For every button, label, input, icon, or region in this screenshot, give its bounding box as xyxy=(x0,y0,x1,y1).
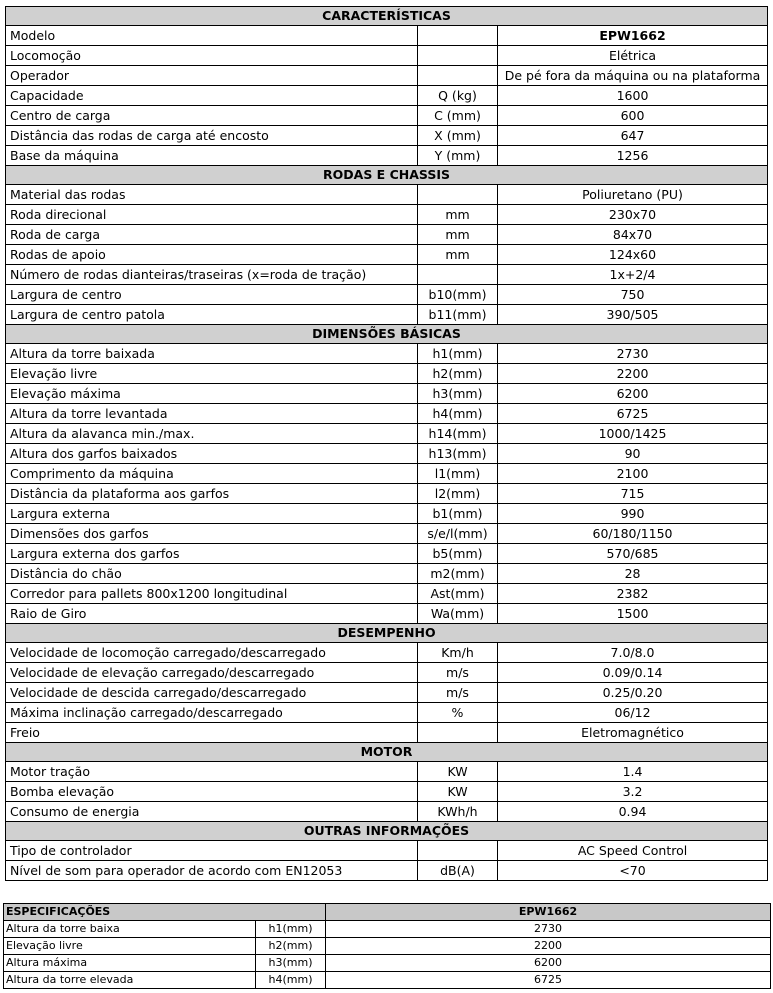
spec-value: 1x+2/4 xyxy=(498,265,768,285)
spec-value: 715 xyxy=(498,484,768,504)
spec-label: Altura da torre baixada xyxy=(6,344,418,364)
section-title: CARACTERÍSTICAS xyxy=(6,7,768,26)
spec-value: 6725 xyxy=(498,404,768,424)
spec-label: Altura da alavanca min./max. xyxy=(6,424,418,444)
spec-value: 1000/1425 xyxy=(498,424,768,444)
spec-value: 647 xyxy=(498,126,768,146)
spec-label: Locomoção xyxy=(6,46,418,66)
summary-value: 6725 xyxy=(326,972,771,989)
summary-header-label: ESPECIFICAÇÕES xyxy=(4,904,326,921)
spec-value: 28 xyxy=(498,564,768,584)
spec-row xyxy=(6,464,768,484)
spec-label: Número de rodas dianteiras/traseiras (x=roda de tração) xyxy=(6,265,418,285)
spec-unit xyxy=(418,185,498,205)
spec-label: Elevação livre xyxy=(6,364,418,384)
section-header-row xyxy=(6,624,768,643)
spec-value: 124x60 xyxy=(498,245,768,265)
spec-label: Distância da plataforma aos garfos xyxy=(6,484,418,504)
spec-unit: KWh/h xyxy=(418,802,498,822)
summary-unit: h4(mm) xyxy=(256,972,326,989)
spec-value: AC Speed Control xyxy=(498,841,768,861)
spec-row xyxy=(6,782,768,802)
section-title: OUTRAS INFORMAÇÕES xyxy=(6,822,768,841)
spec-label: Operador xyxy=(6,66,418,86)
spec-value: Poliuretano (PU) xyxy=(498,185,768,205)
spec-value: <70 xyxy=(498,861,768,881)
section-title: MOTOR xyxy=(6,743,768,762)
spec-row xyxy=(6,504,768,524)
spec-row xyxy=(6,384,768,404)
spec-value: 570/685 xyxy=(498,544,768,564)
spec-value: 2100 xyxy=(498,464,768,484)
spec-label: Largura externa dos garfos xyxy=(6,544,418,564)
spec-label: Raio de Giro xyxy=(6,604,418,624)
spec-value: 2382 xyxy=(498,584,768,604)
spec-value: 230x70 xyxy=(498,205,768,225)
spec-row xyxy=(6,185,768,205)
spec-label: Centro de carga xyxy=(6,106,418,126)
spec-unit: s/e/l(mm) xyxy=(418,524,498,544)
spec-unit: X (mm) xyxy=(418,126,498,146)
spec-label: Roda de carga xyxy=(6,225,418,245)
summary-header-value: EPW1662 xyxy=(326,904,771,921)
summary-row xyxy=(4,938,771,955)
spec-value: 0.94 xyxy=(498,802,768,822)
spec-row xyxy=(6,285,768,305)
summary-label: Altura máxima xyxy=(4,955,256,972)
spec-value: 2200 xyxy=(498,364,768,384)
spec-row xyxy=(6,205,768,225)
spec-unit xyxy=(418,46,498,66)
spec-row xyxy=(6,126,768,146)
summary-row xyxy=(4,955,771,972)
spec-row xyxy=(6,86,768,106)
spec-unit: b10(mm) xyxy=(418,285,498,305)
spec-value: 6200 xyxy=(498,384,768,404)
spec-unit: m2(mm) xyxy=(418,564,498,584)
spec-row xyxy=(6,245,768,265)
spec-label: Consumo de energia xyxy=(6,802,418,822)
summary-label: Altura da torre elevada xyxy=(4,972,256,989)
spec-row xyxy=(6,861,768,881)
spec-row xyxy=(6,146,768,166)
summary-unit: h2(mm) xyxy=(256,938,326,955)
summary-label: Elevação livre xyxy=(4,938,256,955)
spec-unit: mm xyxy=(418,245,498,265)
spec-row xyxy=(6,663,768,683)
section-header-row xyxy=(6,7,768,26)
spec-label: Largura de centro patola xyxy=(6,305,418,325)
spec-unit: b1(mm) xyxy=(418,504,498,524)
spec-row xyxy=(6,26,768,46)
spec-value: 990 xyxy=(498,504,768,524)
spec-unit: C (mm) xyxy=(418,106,498,126)
spec-row xyxy=(6,841,768,861)
spec-label: Modelo xyxy=(6,26,418,46)
spec-label: Comprimento da máquina xyxy=(6,464,418,484)
spec-row xyxy=(6,723,768,743)
spec-row xyxy=(6,643,768,663)
spec-row xyxy=(6,802,768,822)
spec-unit: h3(mm) xyxy=(418,384,498,404)
spec-value: 0.09/0.14 xyxy=(498,663,768,683)
spec-unit: h14(mm) xyxy=(418,424,498,444)
spec-value: 7.0/8.0 xyxy=(498,643,768,663)
spec-unit: Ast(mm) xyxy=(418,584,498,604)
summary-unit: h3(mm) xyxy=(256,955,326,972)
spec-row xyxy=(6,564,768,584)
section-header-row xyxy=(6,325,768,344)
spec-row xyxy=(6,265,768,285)
spec-value: De pé fora da máquina ou na plataforma xyxy=(498,66,768,86)
spec-value: 390/505 xyxy=(498,305,768,325)
spec-label: Corredor para pallets 800x1200 longitudinal xyxy=(6,584,418,604)
spec-row xyxy=(6,544,768,564)
spec-row xyxy=(6,344,768,364)
spec-row xyxy=(6,46,768,66)
spec-unit: l1(mm) xyxy=(418,464,498,484)
spec-row xyxy=(6,762,768,782)
summary-header-row xyxy=(4,904,771,921)
spec-label: Freio xyxy=(6,723,418,743)
spec-label: Altura dos garfos baixados xyxy=(6,444,418,464)
spec-value: 1.4 xyxy=(498,762,768,782)
spec-value: 06/12 xyxy=(498,703,768,723)
spec-row xyxy=(6,106,768,126)
spec-unit: dB(A) xyxy=(418,861,498,881)
spec-unit: m/s xyxy=(418,663,498,683)
spec-unit: % xyxy=(418,703,498,723)
spec-label: Rodas de apoio xyxy=(6,245,418,265)
spec-value: 750 xyxy=(498,285,768,305)
spec-row xyxy=(6,584,768,604)
summary-value: 2200 xyxy=(326,938,771,955)
summary-value: 6200 xyxy=(326,955,771,972)
spec-unit: KW xyxy=(418,762,498,782)
spec-row xyxy=(6,66,768,86)
spec-row xyxy=(6,683,768,703)
spec-unit xyxy=(418,265,498,285)
spec-unit: KW xyxy=(418,782,498,802)
spec-unit xyxy=(418,66,498,86)
summary-row xyxy=(4,921,771,938)
spec-value: 600 xyxy=(498,106,768,126)
spec-label: Roda direcional xyxy=(6,205,418,225)
spec-unit: Y (mm) xyxy=(418,146,498,166)
summary-table xyxy=(3,903,771,989)
summary-table-body xyxy=(4,904,771,989)
specifications-table-body xyxy=(6,7,768,881)
spec-label: Material das rodas xyxy=(6,185,418,205)
spec-row xyxy=(6,305,768,325)
spec-row xyxy=(6,364,768,384)
spec-row xyxy=(6,703,768,723)
spec-row xyxy=(6,225,768,245)
spec-row xyxy=(6,444,768,464)
spec-label: Velocidade de descida carregado/descarregado xyxy=(6,683,418,703)
spec-unit: mm xyxy=(418,225,498,245)
section-header-row xyxy=(6,166,768,185)
spec-label: Tipo de controlador xyxy=(6,841,418,861)
spec-unit: b5(mm) xyxy=(418,544,498,564)
spec-label: Capacidade xyxy=(6,86,418,106)
spec-value: 1600 xyxy=(498,86,768,106)
section-header-row xyxy=(6,743,768,762)
spec-label: Dimensões dos garfos xyxy=(6,524,418,544)
spec-label: Distância das rodas de carga até encosto xyxy=(6,126,418,146)
spec-unit: Km/h xyxy=(418,643,498,663)
spec-value: 84x70 xyxy=(498,225,768,245)
spec-label: Bomba elevação xyxy=(6,782,418,802)
spec-value: Eletromagnético xyxy=(498,723,768,743)
spec-unit xyxy=(418,723,498,743)
spec-unit: Wa(mm) xyxy=(418,604,498,624)
spec-unit: m/s xyxy=(418,683,498,703)
spec-label: Velocidade de locomoção carregado/descarregado xyxy=(6,643,418,663)
spec-value: 90 xyxy=(498,444,768,464)
spec-value: EPW1662 xyxy=(498,26,768,46)
spec-label: Largura de centro xyxy=(6,285,418,305)
spec-row xyxy=(6,524,768,544)
spec-value: 60/180/1150 xyxy=(498,524,768,544)
summary-label: Altura da torre baixa xyxy=(4,921,256,938)
spec-value: 2730 xyxy=(498,344,768,364)
spec-unit: h13(mm) xyxy=(418,444,498,464)
spec-value: 1256 xyxy=(498,146,768,166)
spec-row xyxy=(6,604,768,624)
spec-label: Distância do chão xyxy=(6,564,418,584)
spec-unit: h1(mm) xyxy=(418,344,498,364)
section-title: DIMENSÕES BÁSICAS xyxy=(6,325,768,344)
spec-unit: h4(mm) xyxy=(418,404,498,424)
spec-unit: l2(mm) xyxy=(418,484,498,504)
summary-value: 2730 xyxy=(326,921,771,938)
spec-label: Altura da torre levantada xyxy=(6,404,418,424)
spec-unit xyxy=(418,26,498,46)
spec-label: Nível de som para operador de acordo com EN12053 xyxy=(6,861,418,881)
specifications-table xyxy=(5,6,768,881)
spec-unit: b11(mm) xyxy=(418,305,498,325)
spec-label: Largura externa xyxy=(6,504,418,524)
spec-row xyxy=(6,404,768,424)
spec-unit: mm xyxy=(418,205,498,225)
spec-unit: Q (kg) xyxy=(418,86,498,106)
spec-label: Motor tração xyxy=(6,762,418,782)
spec-label: Máxima inclinação carregado/descarregado xyxy=(6,703,418,723)
spec-value: 1500 xyxy=(498,604,768,624)
spec-row xyxy=(6,424,768,444)
spec-row xyxy=(6,484,768,504)
spec-unit xyxy=(418,841,498,861)
spec-label: Base da máquina xyxy=(6,146,418,166)
summary-unit: h1(mm) xyxy=(256,921,326,938)
spec-value: 0.25/0.20 xyxy=(498,683,768,703)
section-title: DESEMPENHO xyxy=(6,624,768,643)
summary-row xyxy=(4,972,771,989)
spec-value: Elétrica xyxy=(498,46,768,66)
section-title: RODAS E CHASSIS xyxy=(6,166,768,185)
spec-label: Elevação máxima xyxy=(6,384,418,404)
spec-label: Velocidade de elevação carregado/descarregado xyxy=(6,663,418,683)
section-header-row xyxy=(6,822,768,841)
spec-value: 3.2 xyxy=(498,782,768,802)
spec-unit: h2(mm) xyxy=(418,364,498,384)
